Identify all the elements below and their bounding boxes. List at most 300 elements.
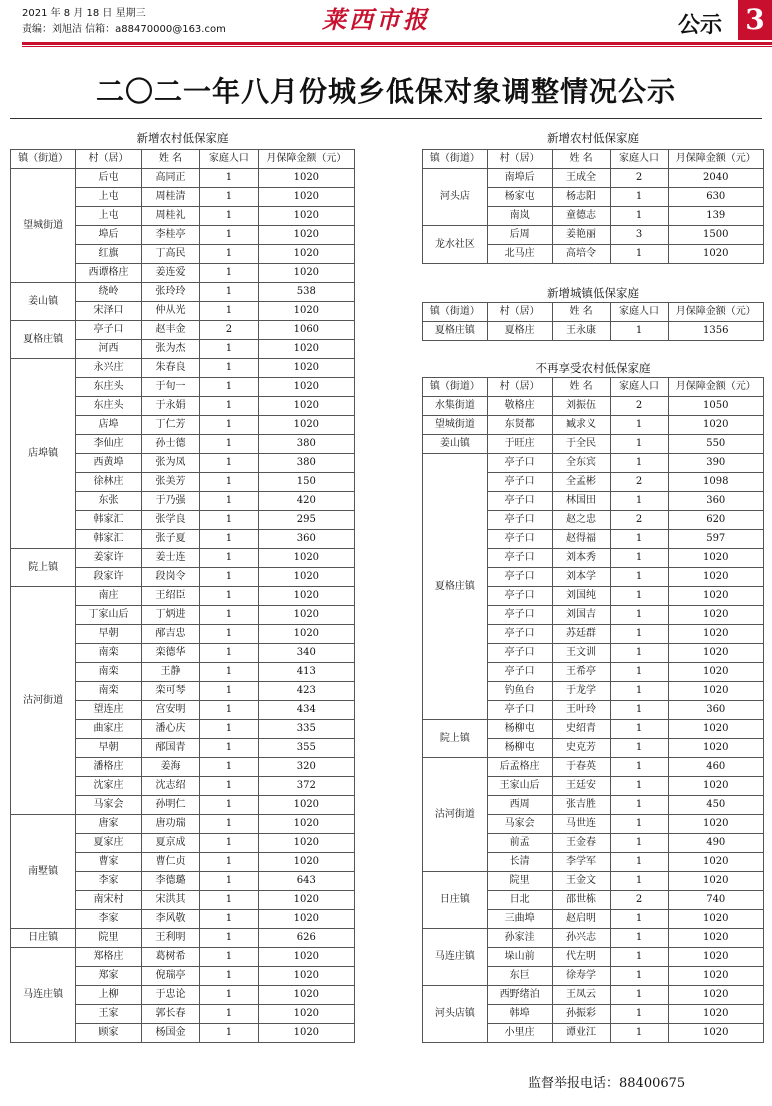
town-cell: 水集街道 (423, 397, 488, 416)
name-cell: 刘国纯 (552, 587, 610, 606)
town-cell: 沽河街道 (11, 587, 76, 815)
column-header: 家庭人口 (200, 150, 258, 169)
monthly-amount-cell: 1060 (258, 321, 354, 340)
table-row (11, 929, 355, 948)
village-cell: 东贤都 (487, 416, 552, 435)
name-cell: 史克芳 (552, 739, 610, 758)
column-header: 月保障金额（元） (258, 150, 354, 169)
town-cell: 龙水社区 (423, 226, 488, 264)
household-size-cell: 1 (610, 967, 668, 986)
name-cell: 刘本秀 (552, 549, 610, 568)
name-cell: 段岗令 (141, 568, 199, 587)
column-header: 姓 名 (141, 150, 199, 169)
household-size-cell: 1 (610, 625, 668, 644)
table-row (423, 322, 764, 341)
column-header: 镇（街道） (423, 150, 488, 169)
name-cell: 于龙学 (552, 682, 610, 701)
name-cell: 张吉胜 (552, 796, 610, 815)
table-new-rural-left (10, 149, 355, 1043)
town-cell: 院上镇 (11, 549, 76, 587)
village-cell: 曹家 (76, 853, 141, 872)
column-header: 月保障金额（元） (668, 303, 764, 322)
monthly-amount-cell: 1020 (258, 378, 354, 397)
masthead-rule-thin (22, 46, 772, 47)
table-row (423, 169, 764, 188)
masthead (0, 0, 772, 48)
table-row (423, 758, 764, 777)
village-cell: 后周 (487, 226, 552, 245)
village-cell: 马家会 (76, 796, 141, 815)
monthly-amount-cell: 413 (258, 663, 354, 682)
section-title-removed-rural: 不再享受农村低保家庭 (535, 361, 651, 375)
monthly-amount-cell: 295 (258, 511, 354, 530)
name-cell: 周桂礼 (141, 207, 199, 226)
household-size-cell: 1 (610, 435, 668, 454)
name-cell: 李学军 (552, 853, 610, 872)
monthly-amount-cell: 1020 (668, 606, 764, 625)
town-cell: 望城街道 (423, 416, 488, 435)
name-cell: 高培令 (552, 245, 610, 264)
name-cell: 于全民 (552, 435, 610, 454)
household-size-cell: 1 (610, 606, 668, 625)
monthly-amount-cell: 1020 (258, 834, 354, 853)
table-new-rural-right (422, 149, 764, 264)
name-cell: 全孟彬 (552, 473, 610, 492)
village-cell: 西黄埠 (76, 454, 141, 473)
editor-info: 责编：刘旭洁 信箱：a88470000@163.com (22, 24, 226, 35)
column-header: 家庭人口 (610, 303, 668, 322)
household-size-cell: 2 (610, 473, 668, 492)
village-cell: 李家 (76, 910, 141, 929)
name-cell: 朱春良 (141, 359, 199, 378)
name-cell: 刘国吉 (552, 606, 610, 625)
name-cell: 姜连爱 (141, 264, 199, 283)
town-cell: 夏格庄镇 (423, 454, 488, 720)
column-header: 村（居） (487, 150, 552, 169)
name-cell: 邴国青 (141, 739, 199, 758)
village-cell: 李仙庄 (76, 435, 141, 454)
household-size-cell: 1 (610, 416, 668, 435)
household-size-cell: 1 (200, 245, 258, 264)
name-cell: 孙兴志 (552, 929, 610, 948)
monthly-amount-cell: 1020 (668, 682, 764, 701)
village-cell: 早朝 (76, 625, 141, 644)
monthly-amount-cell: 360 (258, 530, 354, 549)
name-cell: 唐功瑞 (141, 815, 199, 834)
household-size-cell: 2 (610, 397, 668, 416)
monthly-amount-cell: 1020 (258, 1005, 354, 1024)
name-cell: 张美芳 (141, 473, 199, 492)
name-cell: 王文训 (552, 644, 610, 663)
name-cell: 苏廷群 (552, 625, 610, 644)
monthly-amount-cell: 1020 (668, 416, 764, 435)
household-size-cell: 1 (200, 283, 258, 302)
issue-date: 2021 年 8 月 18 日 星期三 (22, 8, 146, 19)
monthly-amount-cell: 1020 (258, 397, 354, 416)
household-size-cell: 1 (610, 492, 668, 511)
name-cell: 潘心庆 (141, 720, 199, 739)
household-size-cell: 1 (200, 530, 258, 549)
household-size-cell: 1 (200, 568, 258, 587)
village-cell: 亭子口 (76, 321, 141, 340)
table-row (11, 587, 355, 606)
monthly-amount-cell: 1020 (258, 625, 354, 644)
monthly-amount-cell: 320 (258, 758, 354, 777)
name-cell: 于乃强 (141, 492, 199, 511)
table-row (11, 321, 355, 340)
household-size-cell: 1 (200, 207, 258, 226)
town-cell: 店埠镇 (11, 359, 76, 549)
monthly-amount-cell: 1020 (668, 986, 764, 1005)
monthly-amount-cell: 1020 (258, 169, 354, 188)
name-cell: 李桂亭 (141, 226, 199, 245)
household-size-cell: 1 (610, 701, 668, 720)
household-size-cell: 1 (200, 910, 258, 929)
monthly-amount-cell: 1020 (668, 815, 764, 834)
household-size-cell: 1 (200, 891, 258, 910)
monthly-amount-cell: 1020 (258, 207, 354, 226)
village-cell: 亭子口 (487, 549, 552, 568)
monthly-amount-cell: 597 (668, 530, 764, 549)
monthly-amount-cell: 360 (668, 701, 764, 720)
table-row (11, 283, 355, 302)
village-cell: 杨柳屯 (487, 739, 552, 758)
village-cell: 亭子口 (487, 511, 552, 530)
town-cell: 姜山镇 (423, 435, 488, 454)
village-cell: 南岚 (487, 207, 552, 226)
village-cell: 上屯 (76, 207, 141, 226)
village-cell: 上柳 (76, 986, 141, 1005)
village-cell: 夏格庄 (487, 322, 552, 341)
table-row (423, 226, 764, 245)
household-size-cell: 1 (610, 454, 668, 473)
column-header: 月保障金额（元） (668, 378, 764, 397)
name-cell: 杨国金 (141, 1024, 199, 1043)
monthly-amount-cell: 139 (668, 207, 764, 226)
page-title: 二〇二一年八月份城乡低保对象调整情况公示 (95, 75, 676, 108)
household-size-cell: 1 (610, 568, 668, 587)
town-cell: 夏格庄镇 (423, 322, 488, 341)
village-cell: 东庄头 (76, 397, 141, 416)
village-cell: 徐林庄 (76, 473, 141, 492)
monthly-amount-cell: 1020 (258, 245, 354, 264)
household-size-cell: 1 (610, 758, 668, 777)
village-cell: 南栾 (76, 644, 141, 663)
name-cell: 童德志 (552, 207, 610, 226)
household-size-cell: 2 (610, 511, 668, 530)
household-size-cell: 1 (200, 948, 258, 967)
table-header-row (11, 150, 355, 169)
household-size-cell: 1 (200, 872, 258, 891)
village-cell: 红旗 (76, 245, 141, 264)
name-cell: 葛树希 (141, 948, 199, 967)
monthly-amount-cell: 372 (258, 777, 354, 796)
table-row (423, 435, 764, 454)
name-cell: 赵丰金 (141, 321, 199, 340)
town-cell: 马连庄镇 (423, 929, 488, 986)
name-cell: 张玲玲 (141, 283, 199, 302)
village-cell: 西野绪泊 (487, 986, 552, 1005)
town-cell: 沽河街道 (423, 758, 488, 872)
monthly-amount-cell: 1020 (258, 796, 354, 815)
village-cell: 北马庄 (487, 245, 552, 264)
household-size-cell: 1 (610, 188, 668, 207)
monthly-amount-cell: 1020 (258, 587, 354, 606)
village-cell: 唐家 (76, 815, 141, 834)
household-size-cell: 1 (610, 777, 668, 796)
table-row (423, 720, 764, 739)
household-size-cell: 2 (610, 169, 668, 188)
village-cell: 后孟格庄 (487, 758, 552, 777)
village-cell: 段家许 (76, 568, 141, 587)
household-size-cell: 1 (610, 872, 668, 891)
village-cell: 亭子口 (487, 492, 552, 511)
monthly-amount-cell: 1020 (668, 568, 764, 587)
village-cell: 店埠 (76, 416, 141, 435)
household-size-cell: 1 (610, 1005, 668, 1024)
name-cell: 臧求义 (552, 416, 610, 435)
column-header: 镇（街道） (423, 378, 488, 397)
village-cell: 南埠后 (487, 169, 552, 188)
household-size-cell: 1 (610, 815, 668, 834)
name-cell: 孙明仁 (141, 796, 199, 815)
monthly-amount-cell: 630 (668, 188, 764, 207)
village-cell: 院里 (76, 929, 141, 948)
name-cell: 全东宾 (552, 454, 610, 473)
name-cell: 曹仁贞 (141, 853, 199, 872)
monthly-amount-cell: 1020 (668, 929, 764, 948)
monthly-amount-cell: 1020 (258, 359, 354, 378)
name-cell: 张为凤 (141, 454, 199, 473)
village-cell: 日北 (487, 891, 552, 910)
village-cell: 亭子口 (487, 568, 552, 587)
monthly-amount-cell: 1020 (668, 549, 764, 568)
village-cell: 永兴庄 (76, 359, 141, 378)
household-size-cell: 3 (610, 226, 668, 245)
name-cell: 于春英 (552, 758, 610, 777)
column-header: 月保障金额（元） (668, 150, 764, 169)
monthly-amount-cell: 1020 (668, 587, 764, 606)
name-cell: 栾可琴 (141, 682, 199, 701)
table-row (423, 416, 764, 435)
column-header: 家庭人口 (610, 150, 668, 169)
village-cell: 亭子口 (487, 663, 552, 682)
household-size-cell: 1 (200, 511, 258, 530)
village-cell: 韩埠 (487, 1005, 552, 1024)
household-size-cell: 1 (200, 758, 258, 777)
village-cell: 亭子口 (487, 454, 552, 473)
title-divider (10, 118, 762, 119)
monthly-amount-cell: 1020 (668, 910, 764, 929)
name-cell: 王成全 (552, 169, 610, 188)
name-cell: 王永康 (552, 322, 610, 341)
town-cell: 日庄镇 (11, 929, 76, 948)
monthly-amount-cell: 1356 (668, 322, 764, 341)
name-cell: 刘本学 (552, 568, 610, 587)
monthly-amount-cell: 150 (258, 473, 354, 492)
household-size-cell: 1 (200, 777, 258, 796)
column-header: 姓 名 (552, 303, 610, 322)
monthly-amount-cell: 1020 (258, 910, 354, 929)
household-size-cell: 1 (610, 720, 668, 739)
monthly-amount-cell: 1050 (668, 397, 764, 416)
village-cell: 亭子口 (487, 530, 552, 549)
monthly-amount-cell: 620 (668, 511, 764, 530)
name-cell: 赵得福 (552, 530, 610, 549)
village-cell: 河西 (76, 340, 141, 359)
household-size-cell: 1 (200, 682, 258, 701)
name-cell: 孙振彩 (552, 1005, 610, 1024)
table-new-urban (422, 302, 764, 341)
monthly-amount-cell: 1020 (258, 606, 354, 625)
monthly-amount-cell: 355 (258, 739, 354, 758)
name-cell: 周桂清 (141, 188, 199, 207)
village-cell: 南栾 (76, 663, 141, 682)
household-size-cell: 1 (610, 322, 668, 341)
town-cell: 夏格庄镇 (11, 321, 76, 359)
name-cell: 代左明 (552, 948, 610, 967)
name-cell: 王廷安 (552, 777, 610, 796)
household-size-cell: 1 (610, 796, 668, 815)
household-size-cell: 1 (200, 663, 258, 682)
name-cell: 张学良 (141, 511, 199, 530)
monthly-amount-cell: 1020 (258, 188, 354, 207)
town-cell: 院上镇 (423, 720, 488, 758)
monthly-amount-cell: 380 (258, 454, 354, 473)
monthly-amount-cell: 1500 (668, 226, 764, 245)
household-size-cell: 1 (610, 549, 668, 568)
village-cell: 上屯 (76, 188, 141, 207)
name-cell: 丁炳进 (141, 606, 199, 625)
name-cell: 谭业江 (552, 1024, 610, 1043)
name-cell: 于永娟 (141, 397, 199, 416)
name-cell: 史绍青 (552, 720, 610, 739)
monthly-amount-cell: 1020 (668, 739, 764, 758)
household-size-cell: 1 (200, 625, 258, 644)
monthly-amount-cell: 1020 (258, 948, 354, 967)
village-cell: 王家 (76, 1005, 141, 1024)
name-cell: 夏京成 (141, 834, 199, 853)
masthead-rule (22, 42, 772, 45)
section-title-new-rural-left: 新增农村低保家庭 (136, 131, 229, 145)
table-header-row (423, 303, 764, 322)
village-cell: 曲家庄 (76, 720, 141, 739)
monthly-amount-cell: 2040 (668, 169, 764, 188)
name-cell: 王静 (141, 663, 199, 682)
table-row (423, 454, 764, 473)
household-size-cell: 1 (200, 720, 258, 739)
name-cell: 郭长春 (141, 1005, 199, 1024)
table-row (11, 359, 355, 378)
monthly-amount-cell: 1020 (258, 302, 354, 321)
name-cell: 沈志绍 (141, 777, 199, 796)
household-size-cell: 1 (200, 929, 258, 948)
monthly-amount-cell: 1020 (668, 853, 764, 872)
household-size-cell: 1 (200, 359, 258, 378)
village-cell: 亭子口 (487, 701, 552, 720)
household-size-cell: 1 (200, 378, 258, 397)
monthly-amount-cell: 390 (668, 454, 764, 473)
name-cell: 丁仁芳 (141, 416, 199, 435)
monthly-amount-cell: 1020 (668, 720, 764, 739)
monthly-amount-cell: 1020 (668, 1024, 764, 1043)
village-cell: 宋泽口 (76, 302, 141, 321)
village-cell: 亭子口 (487, 644, 552, 663)
column-header: 村（居） (487, 303, 552, 322)
section-label: 公示 (678, 13, 723, 38)
monthly-amount-cell: 1020 (668, 663, 764, 682)
town-cell: 河头店 (423, 169, 488, 226)
village-cell: 马家会 (487, 815, 552, 834)
household-size-cell: 1 (610, 834, 668, 853)
household-size-cell: 1 (200, 454, 258, 473)
household-size-cell: 1 (610, 663, 668, 682)
name-cell: 王利明 (141, 929, 199, 948)
monthly-amount-cell: 1020 (668, 948, 764, 967)
monthly-amount-cell: 1020 (668, 644, 764, 663)
table-row (11, 169, 355, 188)
name-cell: 丁高民 (141, 245, 199, 264)
household-size-cell: 1 (200, 416, 258, 435)
monthly-amount-cell: 550 (668, 435, 764, 454)
household-size-cell: 1 (610, 739, 668, 758)
village-cell: 潘格庄 (76, 758, 141, 777)
monthly-amount-cell: 1020 (258, 1024, 354, 1043)
name-cell: 孙士德 (141, 435, 199, 454)
household-size-cell: 2 (610, 891, 668, 910)
monthly-amount-cell: 1020 (258, 891, 354, 910)
household-size-cell: 1 (610, 530, 668, 549)
town-cell: 马连庄镇 (11, 948, 76, 1043)
household-size-cell: 1 (200, 644, 258, 663)
monthly-amount-cell: 1020 (258, 815, 354, 834)
monthly-amount-cell: 1020 (668, 967, 764, 986)
village-cell: 丁家山后 (76, 606, 141, 625)
household-size-cell: 1 (200, 834, 258, 853)
household-size-cell: 1 (200, 606, 258, 625)
village-cell: 南栾 (76, 682, 141, 701)
household-size-cell: 1 (610, 853, 668, 872)
household-size-cell: 1 (200, 1005, 258, 1024)
household-size-cell: 1 (610, 1024, 668, 1043)
household-size-cell: 1 (610, 948, 668, 967)
monthly-amount-cell: 423 (258, 682, 354, 701)
column-header: 镇（街道） (11, 150, 76, 169)
name-cell: 仲从光 (141, 302, 199, 321)
table-removed-rural (422, 377, 764, 1043)
household-size-cell: 1 (610, 986, 668, 1005)
name-cell: 邵世栋 (552, 891, 610, 910)
name-cell: 姜士连 (141, 549, 199, 568)
monthly-amount-cell: 340 (258, 644, 354, 663)
monthly-amount-cell: 335 (258, 720, 354, 739)
household-size-cell: 1 (200, 796, 258, 815)
name-cell: 马世连 (552, 815, 610, 834)
village-cell: 西谭格庄 (76, 264, 141, 283)
household-size-cell: 1 (610, 910, 668, 929)
monthly-amount-cell: 1020 (258, 853, 354, 872)
household-size-cell: 1 (200, 473, 258, 492)
monthly-amount-cell: 1020 (668, 245, 764, 264)
table-header-row (423, 378, 764, 397)
table-row (11, 948, 355, 967)
household-size-cell: 1 (610, 682, 668, 701)
column-header: 镇（街道） (423, 303, 488, 322)
name-cell: 赵之忠 (552, 511, 610, 530)
town-cell: 姜山镇 (11, 283, 76, 321)
column-header: 家庭人口 (610, 378, 668, 397)
village-cell: 垛山前 (487, 948, 552, 967)
